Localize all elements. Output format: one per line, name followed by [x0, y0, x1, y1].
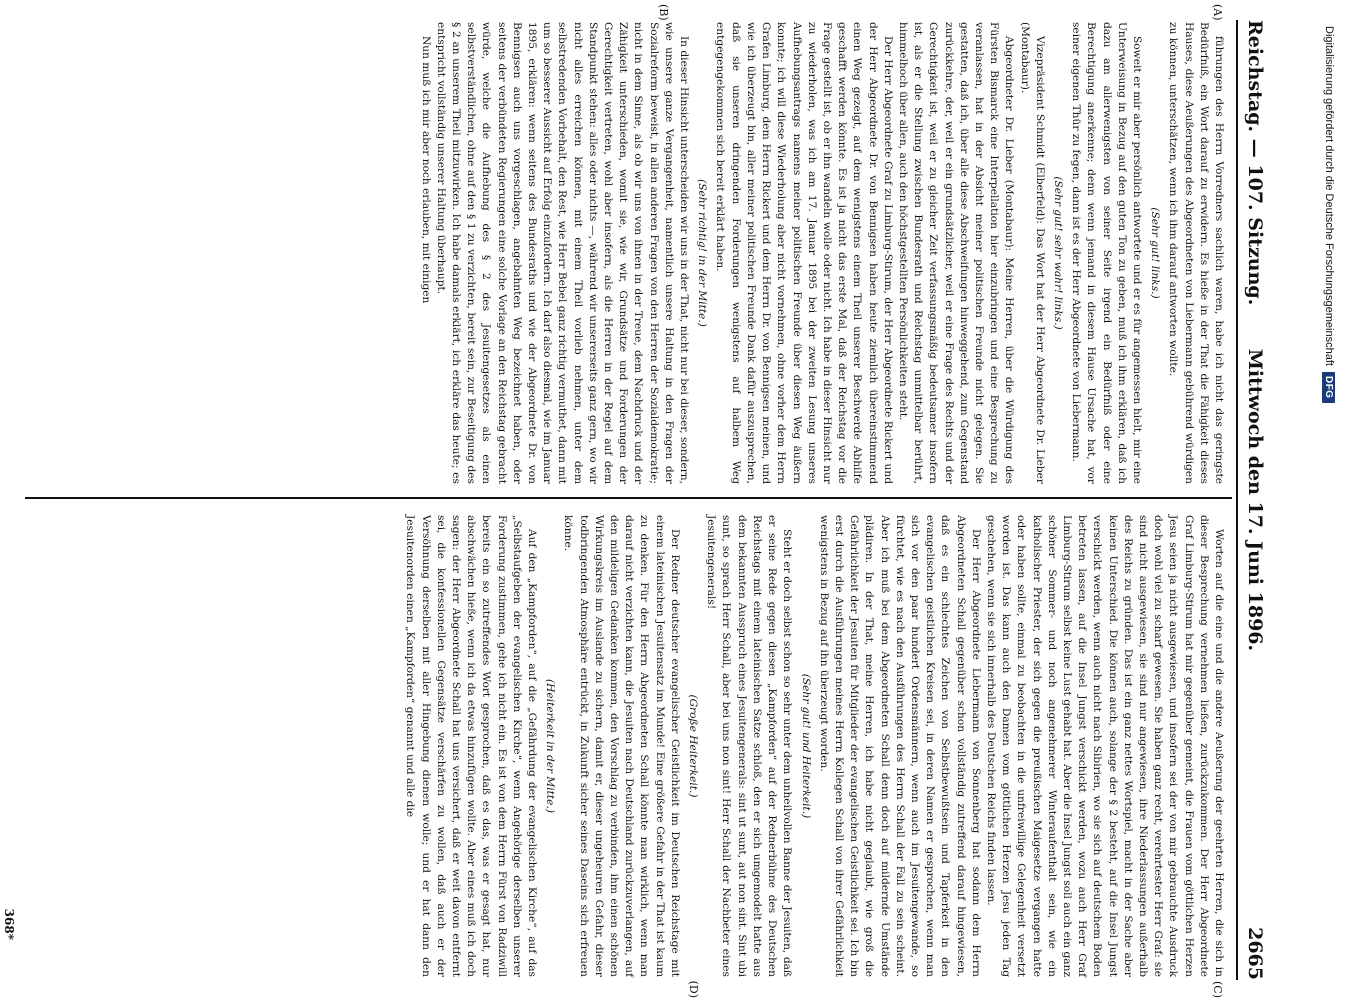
- interjection: (Sehr gut! und Heiterkeit.): [799, 673, 812, 819]
- paragraph: Auf den „Kampforden“, auf die „Gefährdung der evangelischen Kirche“, auf das „Selbstaufgeben der evangelischen Kirche“, wenn Angehörige derselben unserer Forderung zustimmen, gehe ich nicht ein. Es ist von dem Herrn Fürst von Radziwill bereits ein so zutreffendes Wort gesprochen, daß es das, was er gesagt hat, nur abschwächen hieße, wenn ich da etwas hinzufügen wollte. Aber eines muß ich doch sagen: der Herr Abgeordnete Schall hat uns versichert, daß er weit davon entfernt sei, die konfessionellen Gegensätze verschärfen zu wollen, daß auch er der Versöhnung derselben mit aller Hingebung dienen wolle; und er hat dann den Jesuitenorden einen „Kampforden“ genannt und alle die: [404, 515, 539, 977]
- digitization-credit: [1312, 10, 1346, 995]
- right-column: [402, 515, 1226, 977]
- page-header: [1236, 20, 1272, 980]
- margin-mark-b: (B): [657, 4, 670, 21]
- column-divider: [25, 497, 1232, 499]
- paragraph: Vizepräsident Schmidt (Elberfeld): Das Wort hat der Herr Abgeordnete Dr. Lieber (Montabaur).: [1018, 22, 1046, 484]
- header-page-number: 2665: [1244, 927, 1266, 980]
- header-session: Reichstag. — 107. Sitzung.: [1244, 20, 1266, 306]
- paragraph: Nun muß ich mir aber noch erlauben, mit einigen: [419, 36, 432, 304]
- paragraph: Worten auf die eine und die andere Aeußerung der geehrten Herren, die sich in dieser Besprechung vernehmen ließen, zurückzukommen. Der Herr Abgeordnete Graf Limburg-Stirum hat mir gegenüber gemeint, die Frauen vom göttlichen Herzen Jesu seien ja nicht ausgewiesen, und insofern sei der von mir gebrauchte Ausdruck doch wohl viel zu scharf gewesen. Sie haben ganz recht, verehrtester Herr Graf: sie sind nicht ausgewiesen, sie sind nur angewiesen, ihre Niederlassungen außerhalb des Reichs zu gründen. Das ist ein ganz nettes Wortspiel, macht in der Sache aber keinen Unterschied. Die können auch, solange der § 2 besteht, auf die Insel Jungst verschickt werden, wenn auch nicht nach Sibirien, wo sie sich auf deutschem Boden betreten lassen, auf die Insel Jungst verschickt werden, wozu auch Herr Graf Limburg-Stirum selbst keine Lust gehabt hat. Aber die Insel Jungst soll auch ein ganz schöner Sommer- und noch angenehmerer Winteraufenthalt sein, wie ein katholischer Priester, der sich gegen die preußischen Maigesetze vergangen hatte oder haben sollte, einmal zu beobachten in die unfreiwillige Gelegenheit versetzt worden ist. Das kann auch den Damen vom göttlichen Herzen Jesu jeden Tag geschehen, wenn sie sich innerhalb des Deutschen Reichs finden lassen.: [984, 515, 1225, 977]
- paragraph: Der Herr Abgeordnete Liebermann von Sonnenberg hat sodann dem Herrn Abgeordneten Schall gegenüber schon vollständig zutreffend darauf hingewiesen, daß es ein schlechtes Zeichen von Selbstbewußtsein und Tapferkeit in den evangelischen geistlichen Kreisen sei, in deren Namen er gesprochen, wenn man sich vor den paar hundert Ordensmännern, wenn auch im Jesuitengewande, so fürchtet, wie es nach den Ausführungen des Herrn Schall der Fall zu sein scheint. Aber ich muß bei dem Abgeordneten Schall denn doch auf mildernde Umstände plädiren. In der That, meine Herren, ich habe nicht geglaubt, wie groß die Gefährlichkeit der Jesuiten für Mitglieder der evangelischen Geistlichkeit sei. Ich bin erst durch die Ausführungen meines Herrn Kollegen Schall von ihrer Gefährlichkeit wenigstens in Bezug auf ihn überzeugt worden.: [817, 515, 982, 977]
- margin-mark-a: (A): [1211, 4, 1224, 21]
- credit-text: Digitalisierung gefördert durch die Deutsche Forschungsgemeinschaft: [1323, 26, 1335, 366]
- paragraph: Abgeordneter Dr. Lieber (Montabaur): Meine Herren, über die Würdigung des Fürsten Bismarck eine Interpellation hier einzubringen und eine Besprechung zu veranlassen, hat in der Absicht meiner politischen Freunde nicht gelegen. Sie gestatten, daß ich, über alle diese Abschweifungen hinweggehend, zum Gegenstand zurückkehre, der, weil er ein grundsätzlicher, weil er eine Frage des Rechts und der Gerechtigkeit ist, weil er zu gleicher Zeit verfassungsmäßig bedeutsamer insofern ist, als er die Stellung zwischen Bundesrath und Reichstag unmittelbar berührt, himmelhoch über allen, auch den höchstgestellten Persönlichkeiten steht.: [896, 22, 1016, 484]
- interjection: (Sehr richtig! in der Mitte.): [696, 179, 709, 327]
- margin-mark-c: (C): [1211, 981, 1224, 998]
- interjection: (Sehr gut! links.): [1149, 207, 1162, 299]
- paragraph: Soweit er mir aber persönlich antwortete und er es für angemessen hielt, mir eine Unterweisung in Bezug auf den guten Ton zu geben, muß ich ihm erklären, daß ich dazu am allerwenigsten von seiner Seite irgend ein Bedürfniß oder eine Berechtigung anerkenne; denn wenn jemand in diesem Hause Ursache hat, vor seiner eigenen Thür zu fegen, dann ist es der Herr Abgeordnete von Liebermann.: [1070, 22, 1143, 484]
- interjection: (Heiterkeit in der Mitte.): [544, 679, 557, 813]
- paragraph: Steht er doch selbst schon so sehr unter dem unheilvollen Banne der Jesuiten, daß er seine Rede gegen diesen „Kampforden“ auf der Rednerbühne des Deutschen Reichstags mit einem lateinischen Satze schloß, den er sich umgemodelt hatte aus dem bekannten Ausspruch eines Jesuitengenerals: sint ut sunt, aut non sint. Sint ubi sunt, so sprach Herr Schall, aber bei uns non sint! Herr Schall der Nachbeter eines Jesuitengenerals!: [705, 515, 794, 977]
- paragraph: Der Redner deutscher evangelischer Geistlichkeit im Deutschen Reichstage mit einem lateinischen Jesuitensatz im Munde! Eine größere Gefahr in der That ist kaum zu denken. Für den Herrn Abgeordneten Schall könnte man wirklich, wenn man darauf nicht verzichten kann, die Jesuiten nach Deutschland zurückzuverlangen, auf den mildeligen Gedanken kommen, den Vorschlag zu verbinden, ihm einen schönen Wirkungskreis im Auslande zu sichern, damit er, dieser ungeheuren Gefahr, dieser todbringenden Atmosphäre entrückt, in Zukunft sicher seines Daseins sich erfreuen könne.: [562, 515, 681, 977]
- interjection: (Große Heiterkeit.): [687, 694, 700, 798]
- page-footer: 368*: [2, 908, 16, 940]
- paragraph: In dieser Hinsicht unterscheiden wir uns in der That, nicht nur bei dieser, sondern, wie unsere ganze Vergangenheit, namentlich unsere Haltung in den Fragen der Sozialreform beweist, in allen anderen Fragen von den Herren der Sozialdemokratie; nicht in dem Sinne, als ob wir uns von ihnen in der Treue, dem Nachdruck und der Zähigkeit unterschieden, womit sie, wie wir, Grundsätze und Forderungen der Gerechtigkeit vertreten, wohl aber insofern, als die Herren in der Regel auf dem Standpunkt stehen: alles oder nichts —, während wir unsererseits ganz gern, wo wir nicht alles erreichen können, mit einem Theil vorlieb nehmen, unter dem selbstredenden Vorbehalt, den Rest, wie Herr Bebel ganz richtig vermuthet, dann mit um so besserer Aussicht auf Erfolg einzufordern. Ich darf also diesmal, wie im Januar 1895, erklären: wenn seitens des Bundesraths und wie der Abgeordnete Dr. von Bennigsen auch uns vorgeschlagen, angebahnten Weg bezeichnet haben, oder seitens der verbündeten Regierungen eine solche Vorlage an den Reichstag gebracht würde, welche die Aufhebung des § 2 des Jesuitengesetzes als einen selbstverständlichen, ohne auf den § 1 zu verzichten, bereit sein, zur Beseitigung des § 2 an unserem Theil mitzuwirken. Ich habe damals erklärt, ich erkläre das heute; es entspricht vollständig unserer Haltung überhaupt.: [434, 22, 691, 484]
- paragraph: Der Herr Abgeordnete Graf zu Limburg-Stirum, der Herr Abgeordnete Rickert und der Herr Abgeordnete Dr. von Bennigsen haben heute ziemlich übereinstimmend einen Weg gezeigt, auf dem wenigstens einem Theil unserer Beschwerde Abhilfe geschafft werden könnte. Es ist ja nicht das erste Mal, daß der Reichstag vor die Frage gestellt ist, ob er ihn wandeln wolle oder nicht. Ich habe in dieser Hinsicht nur zu wiederholen, was ich am 17. Januar 1895 bei der zweiten Lesung unseres Aufhebungsantrags namens meiner politischen Freunde über diesen Weg äußern konnte; ich will diese Wiederholung aber nicht vornehmen, ohne vorher dem Herrn Grafen Limburg, dem Herrn Rickert und dem Herrn Dr. von Bennigsen meinen, und wie ich überzeugt bin, aller meiner politischen Freunde Dank dafür auszusprechen, daß sie unseren dringenden Forderungen wenigstens auf halbem Weg entgegengekommen sich bereit erklärt haben.: [714, 22, 894, 484]
- paragraph: führungen des Herrn Vorredners sachlich waren, habe ich nicht das geringste Bedürfniß, ein Wort darauf zu erwidern. Es hieße in der That die Fähigkeit dieses Hauses, diese Aeußerungen des Abgeordneten von Liebermann gebührend würdigen zu können, unterschätzen, wenn ich ihm darauf antworten wollte.: [1167, 22, 1225, 484]
- dfg-logo: DFG: [1323, 372, 1336, 403]
- header-date: Mittwoch den 17. Juni 1896.: [1244, 348, 1266, 652]
- left-column: [417, 22, 1226, 484]
- margin-mark-d: (D): [687, 980, 700, 998]
- interjection: (Sehr gut! sehr wahr! links.): [1051, 176, 1064, 330]
